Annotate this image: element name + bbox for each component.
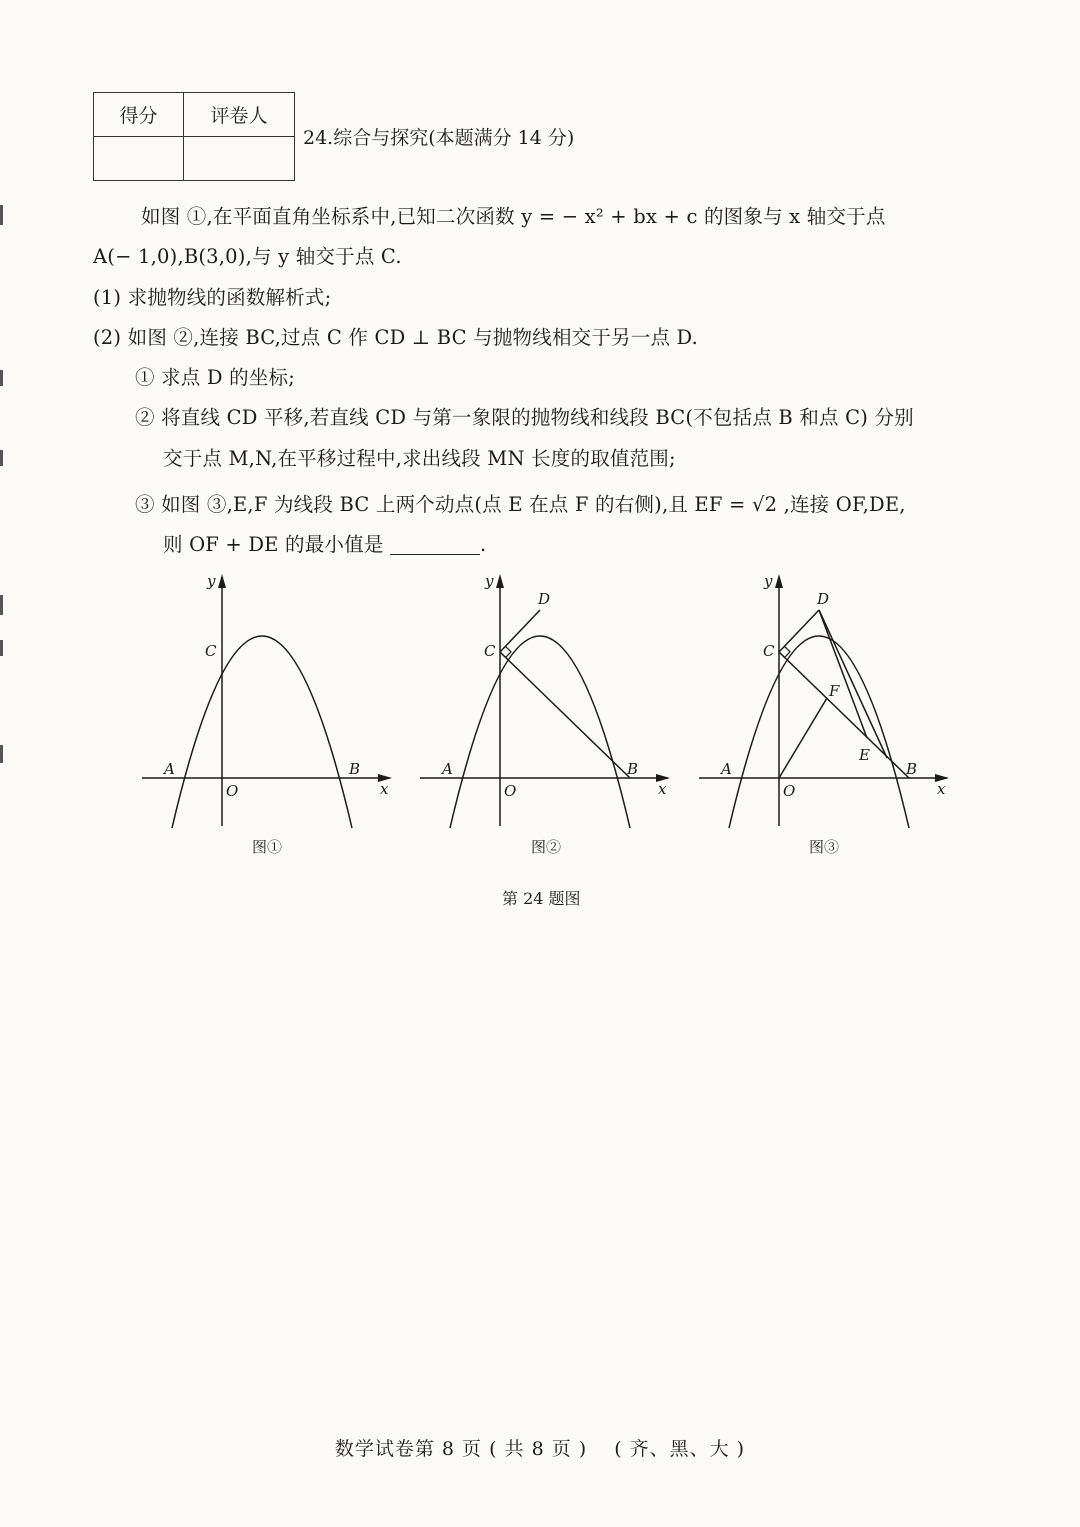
fig2-caption: 图②: [531, 838, 562, 856]
label-a: A: [442, 760, 453, 778]
label-x: x: [937, 780, 946, 798]
y-axis-arrow: [775, 574, 783, 588]
label-x: x: [380, 780, 389, 798]
label-b: B: [627, 760, 639, 778]
figure-3: [697, 568, 957, 833]
binding-mark: [0, 595, 3, 615]
answer-prompt: 则 OF + DE 的最小值是: [163, 533, 384, 556]
label-d: D: [817, 590, 830, 608]
binding-mark: [0, 640, 3, 656]
score-header: 得分: [94, 93, 184, 137]
label-c: C: [205, 642, 217, 660]
figure-group-caption: 第 24 题图: [502, 889, 581, 908]
period: .: [479, 533, 487, 556]
fig3-caption: 图③: [809, 838, 840, 856]
label-b: B: [906, 760, 918, 778]
binding-mark: [0, 370, 3, 386]
label-y: y: [485, 572, 494, 590]
label-a: A: [164, 760, 175, 778]
binding-mark: [0, 745, 3, 763]
label-y: y: [207, 572, 216, 590]
label-b: B: [349, 760, 361, 778]
page-footer: 数学试卷第 8 页 ( 共 8 页 ) ( 齐、黑、大 ): [334, 1438, 746, 1460]
right-angle-mark: [779, 646, 790, 657]
figure-1: [140, 568, 400, 833]
fig1-caption: 图①: [252, 838, 283, 856]
parabola: [729, 636, 909, 828]
sub-question-1: ① 求点 D 的坐标;: [135, 366, 295, 389]
label-o: O: [504, 782, 517, 800]
label-c: C: [763, 642, 775, 660]
grader-cell[interactable]: [184, 137, 294, 180]
segment-bc: [779, 652, 909, 778]
grader-header: 评卷人: [184, 93, 294, 137]
label-e: E: [859, 746, 870, 764]
part-1: (1) 求抛物线的函数解析式;: [93, 286, 332, 309]
sub-question-3-line-2: [163, 531, 486, 559]
intro-line-1: 如图 ①,在平面直角坐标系中,已知二次函数 y = − x² + bx + c 的图象与 x 轴交于点: [141, 205, 886, 228]
right-angle-mark: [500, 646, 511, 657]
label-d: D: [538, 590, 551, 608]
parabola: [172, 636, 352, 828]
score-table: [93, 92, 295, 181]
label-o: O: [226, 782, 239, 800]
label-x: x: [658, 780, 667, 798]
y-axis-arrow: [218, 574, 226, 588]
label-c: C: [484, 642, 496, 660]
segment-bc: [500, 652, 630, 778]
question-title: 24.综合与探究(本题满分 14 分): [303, 127, 575, 149]
answer-blank[interactable]: [390, 534, 480, 555]
label-f: F: [829, 682, 840, 700]
sub-question-2-line-1: ② 将直线 CD 平移,若直线 CD 与第一象限的抛物线和线段 BC(不包括点 B 和点 C) 分别: [135, 406, 914, 429]
segment-of: [779, 698, 827, 778]
part-2: (2) 如图 ②,连接 BC,过点 C 作 CD ⊥ BC 与抛物线相交于另一点 D.: [93, 326, 699, 349]
label-a: A: [721, 760, 732, 778]
intro-line-2: A(− 1,0),B(3,0),与 y 轴交于点 C.: [93, 245, 402, 268]
label-o: O: [783, 782, 796, 800]
binding-mark: [0, 205, 3, 225]
y-axis-arrow: [496, 574, 504, 588]
score-cell[interactable]: [94, 137, 184, 180]
label-y: y: [764, 572, 773, 590]
binding-mark: [0, 450, 3, 466]
sub-question-2-line-2: 交于点 M,N,在平移过程中,求出线段 MN 长度的取值范围;: [163, 447, 676, 470]
figure-2: [418, 568, 678, 833]
sub-question-3-line-1: ③ 如图 ③,E,F 为线段 BC 上两个动点(点 E 在点 F 的右侧),且 EF = √2 ,连接 OF,DE,: [135, 493, 906, 516]
parabola: [450, 636, 630, 828]
